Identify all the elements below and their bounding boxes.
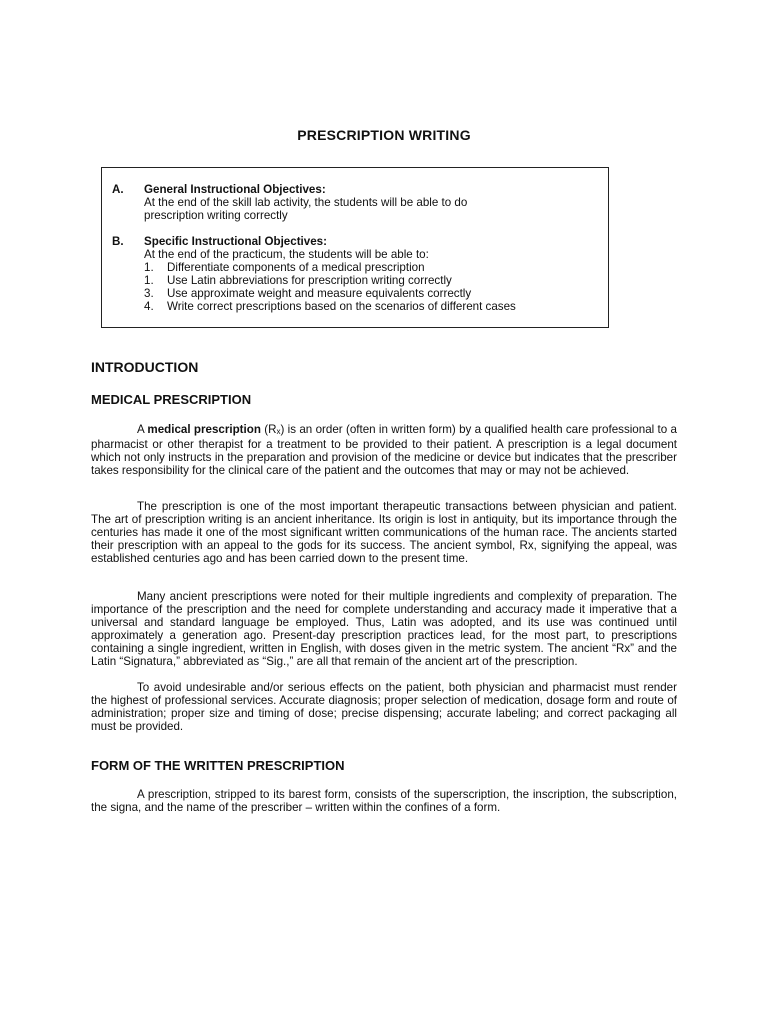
list-item-text: Use approximate weight and measure equivalents correctly xyxy=(167,287,472,300)
list-item xyxy=(144,287,604,300)
list-item-text: Write correct prescriptions based on the scenarios of different cases xyxy=(167,300,516,313)
general-objectives-heading: General Instructional Objectives: xyxy=(144,183,326,196)
introduction-heading: INTRODUCTION xyxy=(91,359,199,375)
section-letter-b: B. xyxy=(112,235,124,248)
list-item-number: 4. xyxy=(144,300,154,313)
paragraph-ancient-prescriptions: Many ancient prescriptions were noted for their multiple ingredients and complexity of preparation. The importance of the prescription and the need for complete understanding and accuracy made it imperative that a universal and standard language be employed. Thus, Latin was adopted, and its use was continued until approximately a generation ago. Present-day prescription practices lead, for the most part, to prescriptions containing a single ingredient, written in English, with doses given in the metric system. The ancient “Rx” and the Latin “Signatura,” abbreviated as “Sig.,” are all that remain of the ancient art of the prescription. xyxy=(91,590,677,668)
specific-objectives-intro: At the end of the practicum, the students will be able to: xyxy=(144,248,429,261)
paragraph-prescription-history: The prescription is one of the most important therapeutic transactions between physician and patient. The art of prescription writing is an ancient inheritance. Its origin is lost in antiquity, but its importance through the centuries has made it one of the most significant written communications of the human race. The ancients started their prescription with an appeal to the gods for its success. The ancient symbol, Rx, signifying the appeal, was established centuries ago and has been carried down to the present time. xyxy=(91,500,677,565)
form-of-written-prescription-heading: FORM OF THE WRITTEN PRESCRIPTION xyxy=(91,758,345,773)
list-item xyxy=(144,274,604,287)
general-objectives-text-line1: At the end of the skill lab activity, the students will be able to do xyxy=(144,196,468,209)
general-objectives-body xyxy=(144,183,604,222)
document-title: PRESCRIPTION WRITING xyxy=(297,127,471,143)
list-item xyxy=(144,261,604,274)
list-item-number: 1. xyxy=(144,261,154,274)
para1-term: medical prescription xyxy=(147,423,261,436)
objectives-box xyxy=(101,167,609,328)
general-objectives-text-line2: prescription writing correctly xyxy=(144,209,288,222)
list-item-number: 3. xyxy=(144,287,154,300)
list-item-text: Use Latin abbreviations for prescription writing correctly xyxy=(167,274,452,287)
paragraph-medical-prescription-definition xyxy=(91,423,677,477)
specific-objectives-body xyxy=(144,235,604,313)
list-item-text: Differentiate components of a medical prescription xyxy=(167,261,425,274)
para1-lead: A xyxy=(137,423,148,436)
section-letter-a: A. xyxy=(112,183,124,196)
para1-rx-open: (R xyxy=(260,423,277,436)
paragraph-professional-services: To avoid undesirable and/or serious effects on the patient, both physician and pharmacist must render the highest of professional services. Accurate diagnosis; proper selection of medication, dosage form and route of administration; proper size and timing of dose; precise dispensing; accurate labeling; and correct packaging all must be provided. xyxy=(91,681,677,733)
specific-objectives-heading: Specific Instructional Objectives: xyxy=(144,235,327,248)
para1-rx-subscript: x xyxy=(276,427,281,436)
paragraph-prescription-form: A prescription, stripped to its barest form, consists of the superscription, the inscription, the subscription, the signa, and the name of the prescriber – written within the confines of a form. xyxy=(91,788,677,814)
objectives-list xyxy=(144,261,604,313)
para1-rest: ) is an order (often in written form) by a qualified health care professional to a pharmacist or other therapist for a treatment to be provided to their patient. A prescription is a legal document which not only instructs in the preparation and provision of the medicine or device but indicates that the prescriber takes responsibility for the clinical care of the patient and the outcomes that may or may not be achieved. xyxy=(91,423,677,477)
medical-prescription-heading: MEDICAL PRESCRIPTION xyxy=(91,392,252,407)
list-item xyxy=(144,300,604,313)
list-item-number: 1. xyxy=(144,274,154,287)
